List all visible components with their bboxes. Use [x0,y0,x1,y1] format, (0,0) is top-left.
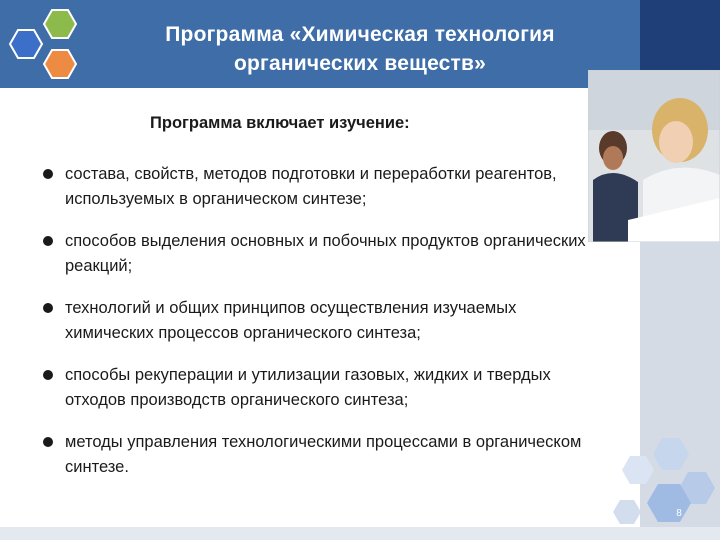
list-item-text: способы рекуперации и утилизации газовых, жидких и твердых отходов производств органического синтеза; [65,366,551,409]
list-item-text: технологий и общих принципов осуществления изучаемых химических процессов органического синтеза; [65,299,517,342]
list-item-text: состава, свойств, методов подготовки и переработки реагентов, используемых в органическом синтезе; [65,165,557,208]
bullet-list [43,162,588,497]
students-classroom-photo [588,70,720,242]
bullet-icon [43,437,53,447]
hexagon-cluster-logo-icon [0,0,100,88]
slide-title: Программа «Химическая технология органических веществ» [165,23,555,75]
list-item [43,296,588,346]
list-item [43,162,588,212]
list-item-text: способов выделения основных и побочных продуктов органических реакций; [65,232,586,275]
orange-hexagon-icon [44,50,76,78]
list-item [43,430,588,480]
list-item-text: методы управления технологическими процессами в органическом синтезе. [65,433,582,476]
list-item [43,363,588,413]
bullet-icon [43,370,53,380]
subtitle: Программа включает изучение: [150,114,410,132]
page-number: 8 [676,508,682,519]
bullet-icon [43,169,53,179]
green-hexagon-icon [44,10,76,38]
bullet-icon [43,236,53,246]
list-item [43,229,588,279]
blue-hexagon-icon [10,30,42,58]
bullet-icon [43,303,53,313]
hexagon-decoration-icon [600,400,720,540]
